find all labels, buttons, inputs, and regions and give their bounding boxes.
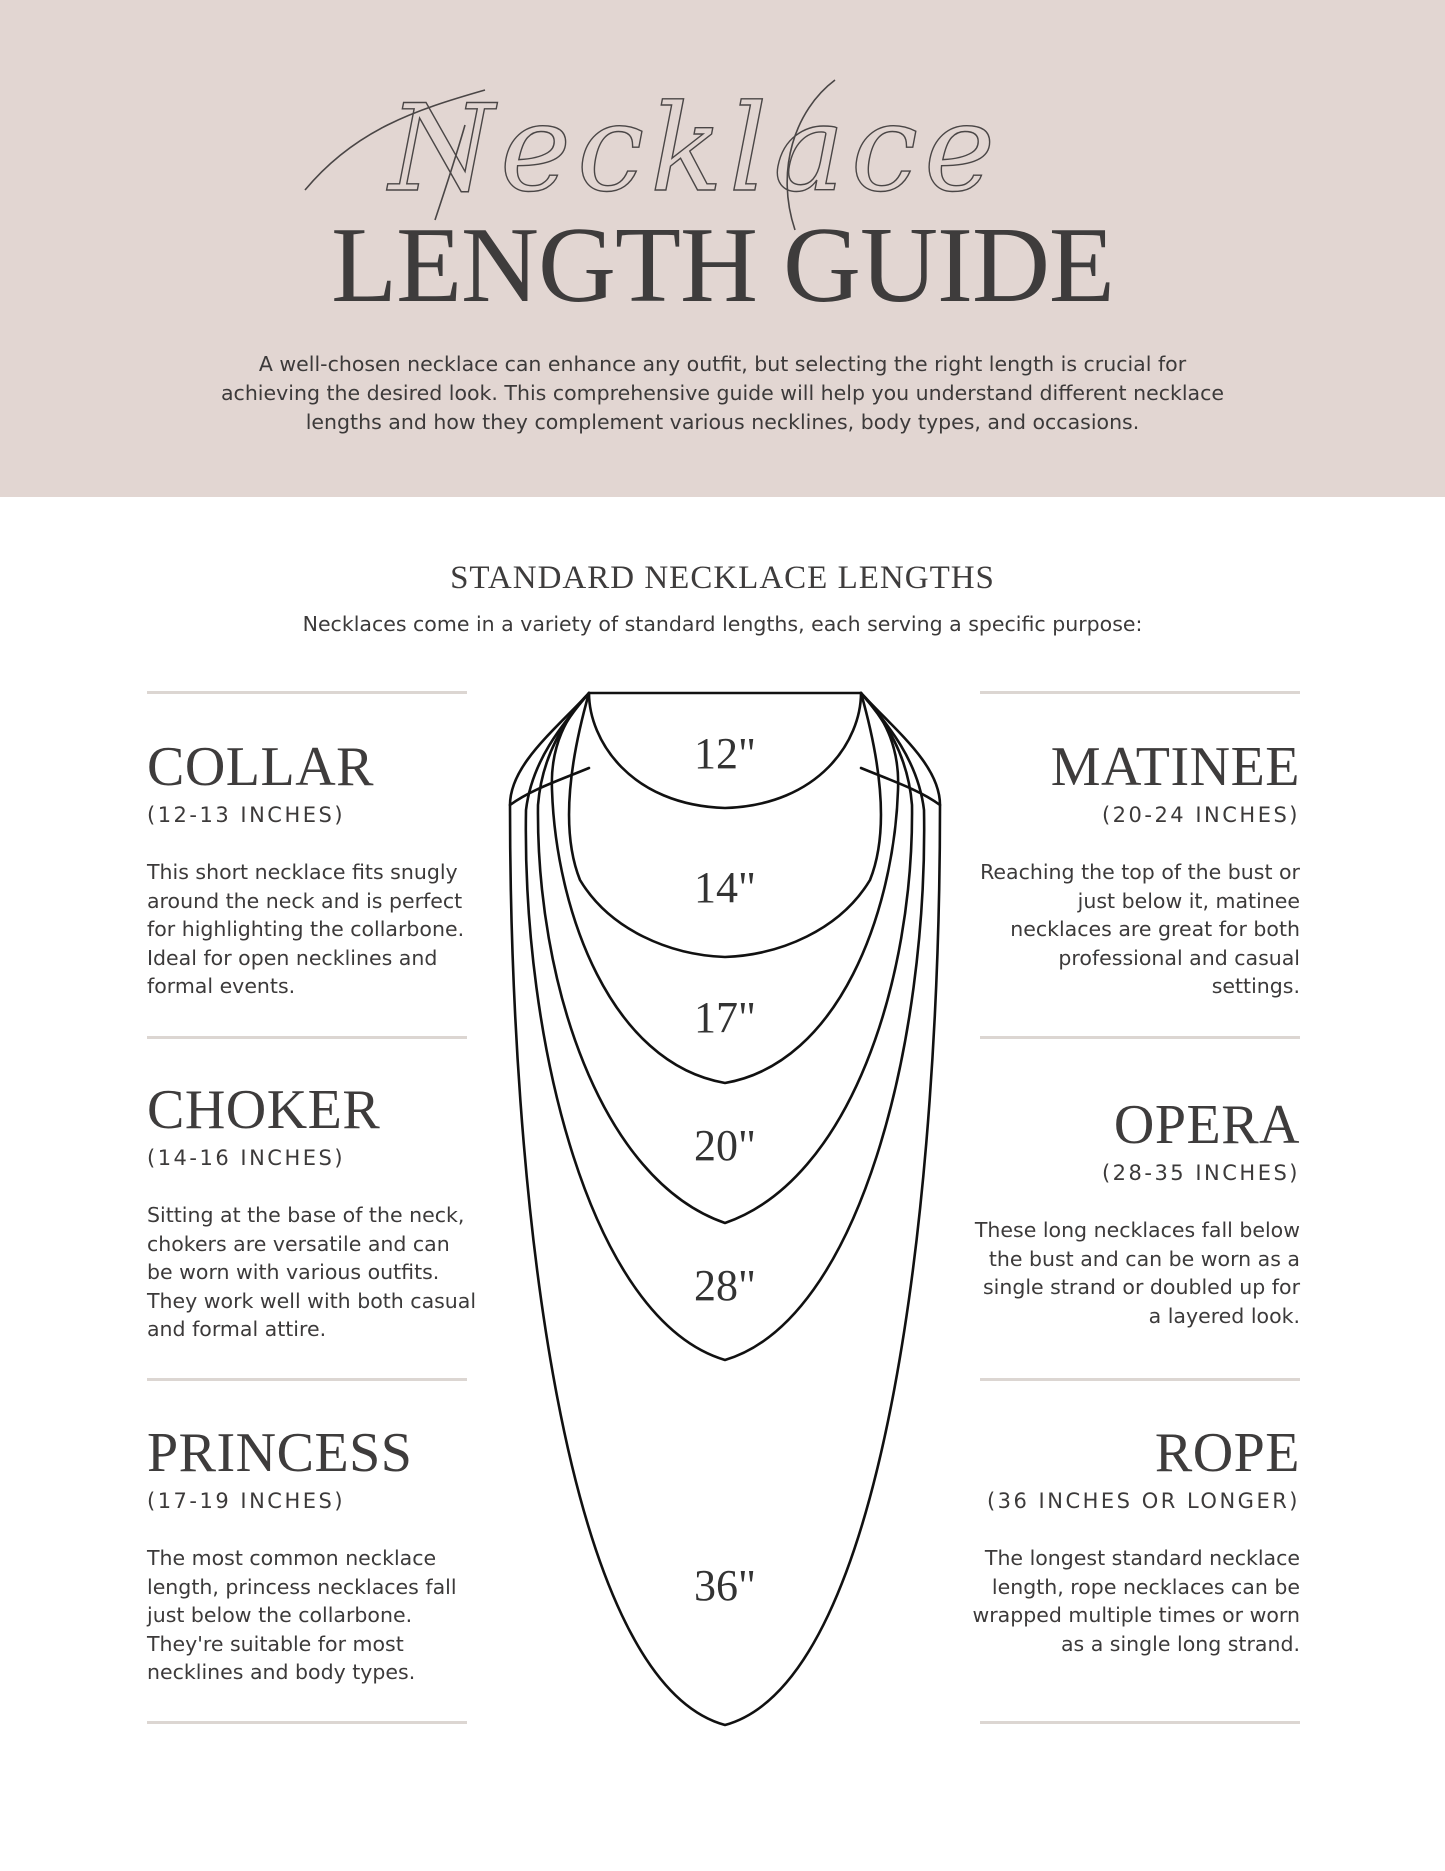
svg-text:Necklace: Necklace <box>388 80 1002 219</box>
length-label-12: 12" <box>694 729 756 778</box>
divider <box>980 1378 1300 1381</box>
length-name: PRINCESS <box>147 1422 413 1484</box>
length-name: OPERA <box>1113 1094 1300 1156</box>
length-card-choker <box>147 1079 477 1344</box>
length-label-17: 17" <box>694 993 756 1042</box>
length-range: (20-24 INCHES) <box>1101 803 1300 827</box>
length-range: (12-13 INCHES) <box>147 803 346 827</box>
length-card-opera <box>970 1094 1300 1330</box>
length-description: This short necklace fits snugly around the neck and is perfect for highlighting the collarbone. Ideal for open necklines and formal events. <box>147 860 465 998</box>
header-banner <box>0 0 1445 497</box>
length-range: (17-19 INCHES) <box>147 1489 346 1513</box>
length-card-princess <box>147 1422 477 1687</box>
section-subtitle: Necklaces come in a variety of standard lengths, each serving a specific purpose: <box>302 612 1143 636</box>
length-description: These long necklaces fall below the bust and can be worn as a single strand or doubled up for a layered look. <box>974 1218 1300 1328</box>
length-name: CHOKER <box>147 1079 381 1141</box>
divider <box>980 691 1300 694</box>
length-name: COLLAR <box>147 736 374 798</box>
length-name: MATINEE <box>1050 736 1300 798</box>
divider <box>980 1036 1300 1039</box>
necklace-diagram <box>490 680 950 1740</box>
divider <box>147 691 467 694</box>
length-card-matinee <box>970 736 1300 1001</box>
divider <box>147 1721 467 1724</box>
length-range: (36 INCHES OR LONGER) <box>986 1489 1300 1513</box>
divider <box>147 1378 467 1381</box>
section-title: STANDARD NECKLACE LENGTHS <box>450 560 995 596</box>
length-description: The most common necklace length, princess necklaces fall just below the collarbone. They're suitable for most necklines and body types. <box>147 1546 457 1684</box>
length-range: (14-16 INCHES) <box>147 1146 346 1170</box>
shoulder-line-right <box>861 768 940 805</box>
length-label-14: 14" <box>694 863 756 912</box>
length-label-36: 36" <box>694 1561 756 1610</box>
length-description: The longest standard necklace length, rope necklaces can be wrapped multiple times or worn as a single long strand. <box>972 1546 1300 1656</box>
divider <box>980 1721 1300 1724</box>
length-description: Sitting at the base of the neck, chokers are versatile and can be worn with various outfits. They work well with both casual and formal attire. <box>147 1203 477 1341</box>
length-range: (28-35 INCHES) <box>1101 1161 1300 1185</box>
shoulder-line-left <box>510 768 589 805</box>
length-card-collar <box>147 736 477 1001</box>
length-card-rope <box>970 1422 1300 1658</box>
length-name: ROPE <box>1154 1422 1300 1484</box>
length-label-28: 28" <box>694 1261 756 1310</box>
length-description: Reaching the top of the bust or just below it, matinee necklaces are great for both professional and casual settings. <box>980 860 1300 998</box>
page-title: LENGTH GUIDE <box>331 206 1114 325</box>
intro-paragraph: A well-chosen necklace can enhance any outfit, but selecting the right length is crucial for achieving the desired look. This comprehensive guide will help you understand different necklace lengths and how they complement various necklines, body types, and occasions. <box>220 352 1224 434</box>
divider <box>147 1036 467 1039</box>
length-label-20: 20" <box>694 1121 756 1170</box>
